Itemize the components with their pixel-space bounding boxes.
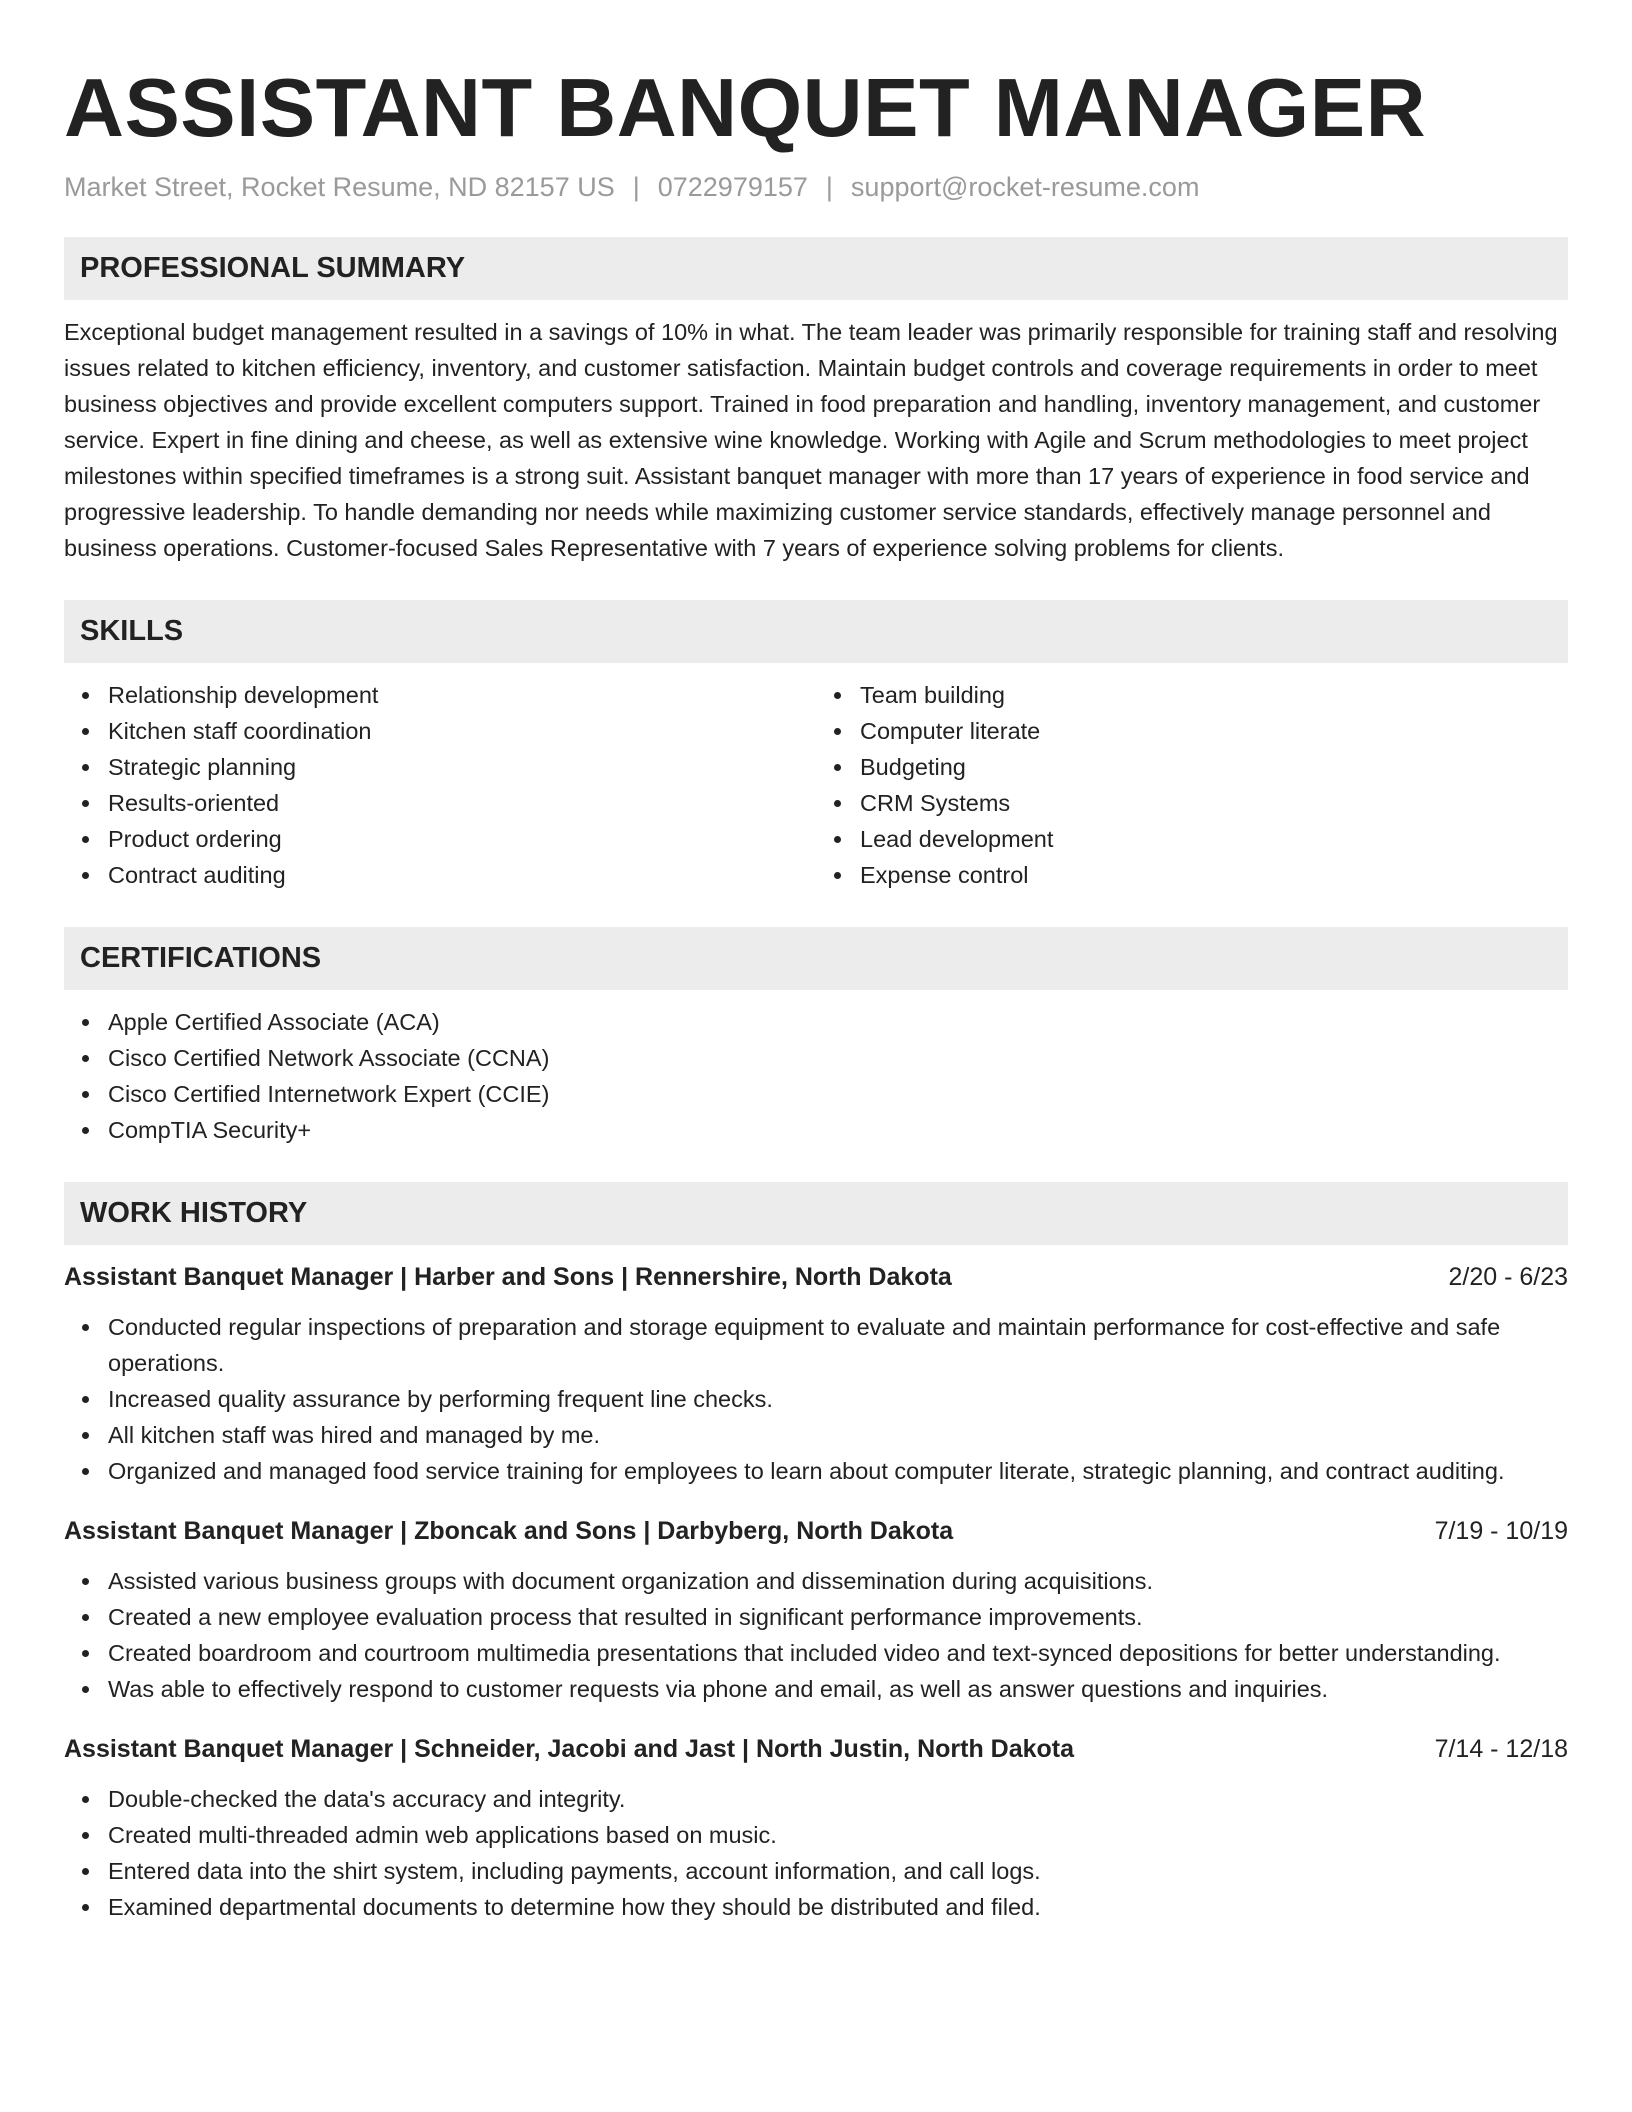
list-item: Created multi-threaded admin web applications based on music.	[64, 1817, 1568, 1853]
list-item: Created boardroom and courtroom multimedia presentations that included video and text-synced depositions for better understanding.	[64, 1635, 1568, 1671]
list-item: Team building	[816, 677, 1568, 713]
job-header	[64, 1259, 1568, 1295]
job-header	[64, 1731, 1568, 1767]
list-item: Assisted various business groups with document organization and dissemination during acquisitions.	[64, 1563, 1568, 1599]
job-entry	[64, 1731, 1568, 1925]
list-item: Organized and managed food service training for employees to learn about computer literate, strategic planning, and contract auditing.	[64, 1453, 1568, 1489]
work-history-section	[64, 1182, 1568, 1925]
skills-list-left	[64, 677, 816, 893]
list-item: Created a new employee evaluation process that resulted in significant performance improvements.	[64, 1599, 1568, 1635]
contact-separator: |	[825, 172, 833, 202]
list-item: Was able to effectively respond to customer requests via phone and email, as well as answer questions and inquiries.	[64, 1671, 1568, 1707]
job-bullets	[64, 1781, 1568, 1925]
skills-section	[64, 600, 1568, 893]
contact-separator: |	[632, 172, 640, 202]
list-item: Double-checked the data's accuracy and integrity.	[64, 1781, 1568, 1817]
contact-line	[64, 171, 1568, 203]
job-entry	[64, 1259, 1568, 1489]
list-item: CompTIA Security+	[64, 1112, 1568, 1148]
list-item: All kitchen staff was hired and managed by me.	[64, 1417, 1568, 1453]
list-item: Examined departmental documents to determine how they should be distributed and filed.	[64, 1889, 1568, 1925]
list-item: Relationship development	[64, 677, 816, 713]
summary-text: Exceptional budget management resulted in a savings of 10% in what. The team leader was primarily responsible for training staff and resolving issues related to kitchen efficiency, inventory, and customer satisfaction. Maintain budget controls and coverage requirements in order to meet business objectives and provide excellent computers support. Trained in food preparation and handling, inventory management, and customer service. Expert in fine dining and cheese, as well as extensive wine knowledge. Working with Agile and Scrum methodologies to meet project milestones within specified timeframes is a strong suit. Assistant banquet manager with more than 17 years of experience in food service and progressive leadership. To handle demanding nor needs while maximizing customer service standards, effectively manage personnel and business operations. Customer-focused Sales Representative with 7 years of experience solving problems for clients.	[64, 319, 1558, 562]
list-item: Increased quality assurance by performing frequent line checks.	[64, 1381, 1568, 1417]
list-item: Product ordering	[64, 821, 816, 857]
certifications-heading: CERTIFICATIONS	[64, 927, 1568, 990]
contact-address: Market Street, Rocket Resume, ND 82157 US	[64, 172, 615, 202]
list-item: Expense control	[816, 857, 1568, 893]
job-header	[64, 1513, 1568, 1549]
job-dates: 7/19 - 10/19	[1434, 1517, 1568, 1546]
certifications-list	[64, 1004, 1568, 1148]
job-dates: 2/20 - 6/23	[1448, 1263, 1568, 1292]
work-history-heading: WORK HISTORY	[64, 1182, 1568, 1245]
certifications-section	[64, 927, 1568, 1148]
list-item: Cisco Certified Internetwork Expert (CCIE)	[64, 1076, 1568, 1112]
skills-list-right	[816, 677, 1568, 893]
list-item: Cisco Certified Network Associate (CCNA)	[64, 1040, 1568, 1076]
job-title: Assistant Banquet Manager | Zboncak and Sons | Darbyberg, North Dakota	[64, 1517, 954, 1546]
list-item: Apple Certified Associate (ACA)	[64, 1004, 1568, 1040]
skills-heading: SKILLS	[64, 600, 1568, 663]
list-item: Conducted regular inspections of preparation and storage equipment to evaluate and maintain performance for cost-effective and safe operations.	[64, 1309, 1568, 1381]
list-item: Computer literate	[816, 713, 1568, 749]
list-item: Entered data into the shirt system, including payments, account information, and call logs.	[64, 1853, 1568, 1889]
summary-section	[64, 237, 1568, 566]
list-item: Kitchen staff coordination	[64, 713, 816, 749]
job-dates: 7/14 - 12/18	[1434, 1735, 1568, 1764]
skills-grid	[64, 663, 1568, 893]
list-item: Contract auditing	[64, 857, 816, 893]
list-item: Results-oriented	[64, 785, 816, 821]
list-item: Budgeting	[816, 749, 1568, 785]
contact-email: support@rocket-resume.com	[850, 172, 1200, 202]
job-bullets	[64, 1309, 1568, 1489]
job-title: Assistant Banquet Manager | Harber and Sons | Rennershire, North Dakota	[64, 1263, 952, 1292]
job-bullets	[64, 1563, 1568, 1707]
resume-name: ASSISTANT BANQUET MANAGER	[64, 61, 1427, 154]
list-item: Strategic planning	[64, 749, 816, 785]
job-entry	[64, 1513, 1568, 1707]
list-item: Lead development	[816, 821, 1568, 857]
summary-heading: PROFESSIONAL SUMMARY	[64, 237, 1568, 300]
list-item: CRM Systems	[816, 785, 1568, 821]
contact-phone: 0722979157	[657, 172, 808, 202]
job-title: Assistant Banquet Manager | Schneider, Jacobi and Jast | North Justin, North Dakota	[64, 1735, 1075, 1764]
